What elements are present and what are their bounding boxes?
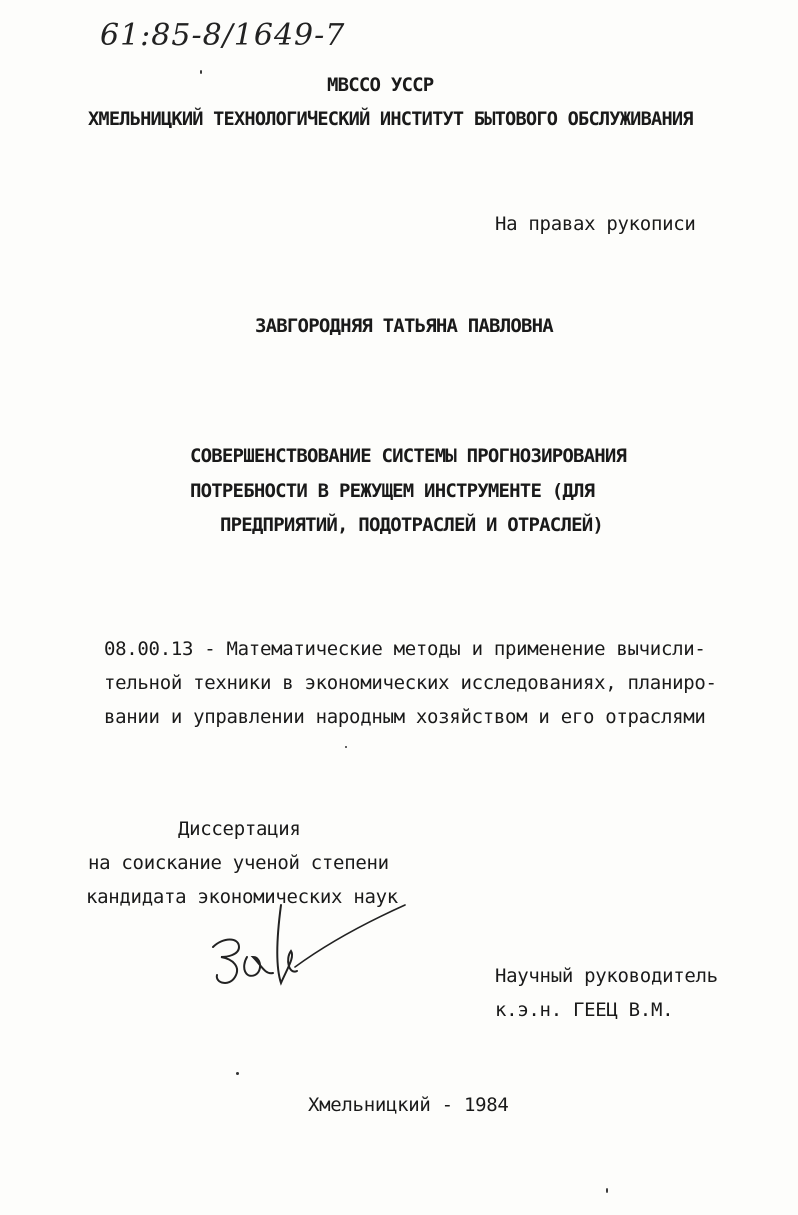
advisor-label: Научный руководитель [495,965,718,987]
specialty-line-2: тельной техники в экономических исследованиях, планиро- [104,672,717,694]
archive-code-handwritten: 61:85-8/1649-7 [100,18,346,53]
manuscript-rights-note: На правах рукописи [495,213,696,235]
scan-speck [345,746,347,748]
thesis-title-line-3: ПРЕДПРИЯТИЙ, ПОДОТРАСЛЕЙ И ОТРАСЛЕЙ) [220,514,604,536]
specialty-line-1: 08.00.13 - Математические методы и применение вычисли- [104,638,706,660]
place-and-year: Хмельницкий - 1984 [308,1094,509,1116]
scan-speck [236,1072,239,1075]
scan-speck [606,1188,608,1193]
thesis-title-line-1: СОВЕРШЕНСТВОВАНИЕ СИСТЕМЫ ПРОГНОЗИРОВАНИЯ [190,445,627,467]
scan-speck [200,70,202,74]
author-signature [205,895,415,995]
specialty-line-3: вании и управлении народным хозяйством и его отраслями [104,706,706,728]
institute-heading: ХМЕЛЬНИЦКИЙ ТЕХНОЛОГИЧЕСКИЙ ИНСТИТУТ БЫТОВОГО ОБСЛУЖИВАНИЯ [88,108,693,130]
dissertation-label: Диссертация [178,818,301,840]
author-name: ЗАВГОРОДНЯЯ ТАТЬЯНА ПАВЛОВНА [255,315,553,337]
advisor-name: к.э.н. ГЕЕЦ В.М. [495,999,674,1021]
ministry-heading: МВССО УССР [327,74,434,96]
degree-field-line: кандидата экономических наук [86,886,398,908]
degree-line: на соискание ученой степени [88,852,389,874]
thesis-title-line-2: ПОТРЕБНОСТИ В РЕЖУЩЕМ ИНСТРУМЕНТЕ (ДЛЯ [190,480,595,502]
